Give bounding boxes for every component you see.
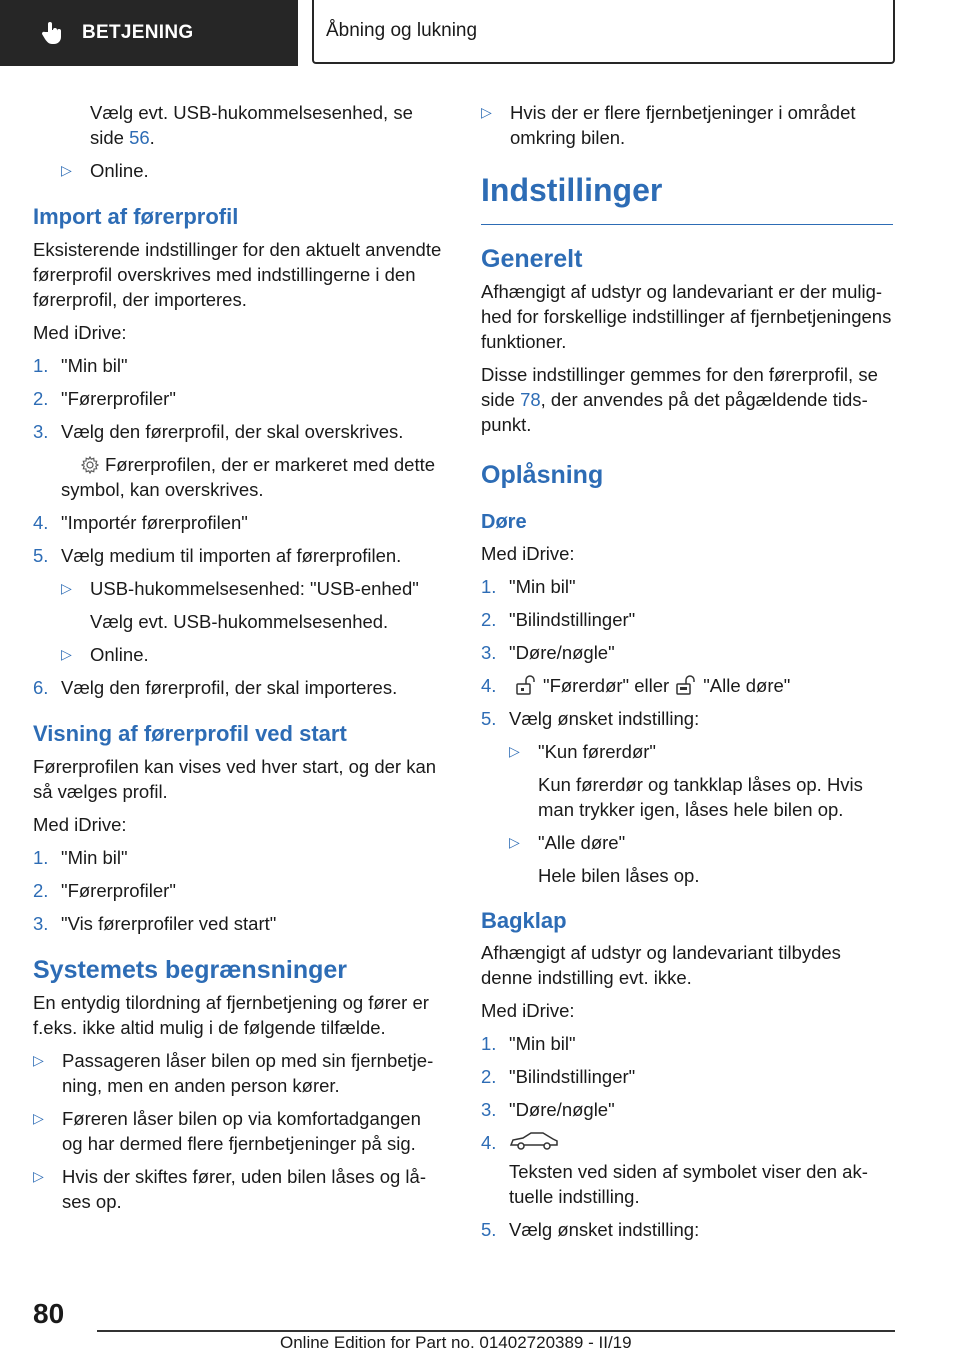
display-idrive: Med iDrive: bbox=[33, 814, 127, 835]
overwrite-note: Førerprofilen, der er markeret med dette symbol, kan overskrives. bbox=[61, 454, 436, 500]
limits-bullet: ▷ Hvis der skiftes fører, uden bilen låses og låses op. bbox=[33, 1166, 427, 1212]
limits-bullet: ▷ Føreren låser bilen op via komfortadgangen og har dermed flere fjernbetjeninger på sig. bbox=[33, 1108, 421, 1154]
page-number: 80 bbox=[33, 1298, 65, 1329]
list-item: 4. bbox=[481, 1130, 893, 1155]
sub-bullet-usb-note: Vælg evt. USB-hukommelsesenhed. bbox=[90, 611, 389, 632]
intro-end: . bbox=[149, 127, 155, 148]
page-link-78[interactable]: 78 bbox=[520, 389, 541, 410]
car-tailgate-icon bbox=[509, 1130, 559, 1152]
list-item: 4. "Importér førerprofilen" bbox=[33, 512, 248, 533]
chapter-tab[interactable] bbox=[0, 0, 298, 66]
list-item: 1. "Min bil" bbox=[481, 576, 576, 597]
tailgate-heading: Bagklap bbox=[481, 908, 567, 933]
sub-bullet-usb: ▷ USB-hukommelsesenhed: "USB-enhed" bbox=[61, 578, 419, 599]
import-idrive: Med iDrive: bbox=[33, 322, 127, 343]
intro-text: Vælg evt. USB-hukommelsesenhed, se side bbox=[90, 102, 413, 148]
tailgate-step4-note: Teksten ved siden af symbolet viser den aktuelle indstilling. bbox=[509, 1161, 868, 1207]
option-all-doors: ▷ "Alle døre" bbox=[509, 832, 626, 853]
triangle-bullet-icon: ▷ bbox=[509, 834, 520, 850]
triangle-bullet-icon: ▷ bbox=[33, 1052, 44, 1068]
list-item: 2. "Førerprofiler" bbox=[33, 880, 176, 901]
triangle-bullet-icon: ▷ bbox=[61, 646, 72, 662]
unlock-driver-door-icon bbox=[515, 675, 537, 695]
list-item: 5. Vælg ønsket indstilling: bbox=[481, 1219, 700, 1240]
settings-heading: Indstillinger bbox=[481, 170, 893, 225]
option-driver-door-note: Kun førerdør og tankklap låses op. Hvis man trykker igen, låses hele bilen op. bbox=[538, 774, 863, 820]
general-heading: Generelt bbox=[481, 245, 583, 273]
intro-bullet-online bbox=[33, 158, 445, 183]
page-header bbox=[0, 0, 960, 66]
import-desc: Eksisterende indstillinger for den aktuelt anvendte førerprofil overskrives med indstillingerne i den førerprofil, der importeres. bbox=[33, 239, 442, 310]
option-all-doors-note: Hele bilen låses op. bbox=[538, 865, 700, 886]
footer-divider bbox=[97, 1330, 895, 1332]
list-item: 6. Vælg den førerprofil, der skal importeres. bbox=[33, 677, 398, 698]
list-item: 3. Vælg den førerprofil, der skal overskrives. bbox=[33, 421, 404, 442]
doors-idrive: Med iDrive: bbox=[481, 543, 575, 564]
tailgate-idrive: Med iDrive: bbox=[481, 1000, 575, 1021]
triangle-bullet-icon: ▷ bbox=[481, 104, 492, 120]
tailgate-desc: Afhængigt af udstyr og landevariant tilbydes denne indstilling evt. ikke. bbox=[481, 942, 841, 988]
display-desc: Førerprofilen kan vises ved hver start, og der kan så vælges profil. bbox=[33, 756, 437, 802]
top-bullet: ▷ Hvis der er flere fjernbetjeninger i området omkring bilen. bbox=[481, 102, 856, 148]
list-item: 2. "Bilindstillinger" bbox=[481, 609, 636, 630]
triangle-bullet-icon: ▷ bbox=[33, 1110, 44, 1126]
chapter-label: BETJENING bbox=[82, 22, 194, 43]
list-item: 1. "Min bil" bbox=[481, 1033, 576, 1054]
import-heading: Import af førerprofil bbox=[33, 204, 239, 229]
list-item: 3. "Vis førerprofiler ved start" bbox=[33, 913, 277, 934]
hand-pointer-icon bbox=[40, 20, 66, 46]
option-driver-door: ▷ "Kun førerdør" bbox=[509, 741, 656, 762]
list-item: 2. "Bilindstillinger" bbox=[481, 1066, 636, 1087]
list-item: 3. "Døre/nøgle" bbox=[481, 1099, 615, 1120]
limits-bullet: ▷ Passageren låser bilen op med sin fjernbetjening, men en anden person kører. bbox=[33, 1050, 434, 1096]
list-item: 3. "Døre/nøgle" bbox=[481, 642, 615, 663]
right-column bbox=[481, 100, 893, 1250]
unlock-all-doors-icon bbox=[675, 675, 697, 695]
intro-paragraph bbox=[33, 100, 445, 150]
general-p2: Disse indstillinger gemmes for den førerprofil, se side 78, der anvendes på det pågældende tidspunkt. bbox=[481, 364, 878, 435]
list-item: 1. "Min bil" bbox=[33, 355, 128, 376]
footer-edition: Online Edition for Part no. 01402720389 - II/19 bbox=[280, 1333, 632, 1352]
sub-bullet-online: ▷ Online. bbox=[61, 644, 149, 665]
gear-icon bbox=[81, 456, 99, 474]
list-item: 5. Vælg medium til importen af førerprofilen. bbox=[33, 545, 402, 566]
unlock-heading: Oplåsning bbox=[481, 461, 604, 489]
general-p1: Afhængigt af udstyr og landevariant er der mulighed for forskellige indstillinger af fjernbetjeningens funktioner. bbox=[481, 281, 892, 352]
list-item: 2. "Førerprofiler" bbox=[33, 388, 176, 409]
triangle-bullet-icon: ▷ bbox=[33, 1168, 44, 1184]
section-tab[interactable] bbox=[312, 0, 895, 64]
section-label: Åbning og lukning bbox=[326, 20, 478, 41]
triangle-bullet-icon: ▷ bbox=[61, 162, 72, 178]
triangle-bullet-icon: ▷ bbox=[509, 743, 520, 759]
bullet-text: Online. bbox=[90, 160, 149, 181]
doors-heading: Døre bbox=[481, 511, 527, 533]
list-item: 4. "Førerdør" eller "Alle døre" bbox=[481, 675, 791, 696]
limits-desc: En entydig tilordning af fjernbetjening og fører er f.eks. ikke altid mulig i de følgende tilfælde. bbox=[33, 992, 429, 1038]
triangle-bullet-icon: ▷ bbox=[61, 580, 72, 596]
left-column bbox=[33, 100, 445, 1222]
display-heading: Visning af førerprofil ved start bbox=[33, 721, 347, 746]
limits-heading: Systemets begrænsninger bbox=[33, 956, 347, 984]
page-link-56[interactable]: 56 bbox=[129, 127, 150, 148]
list-item: 5. Vælg ønsket indstilling: bbox=[481, 708, 700, 729]
list-item: 1. "Min bil" bbox=[33, 847, 128, 868]
